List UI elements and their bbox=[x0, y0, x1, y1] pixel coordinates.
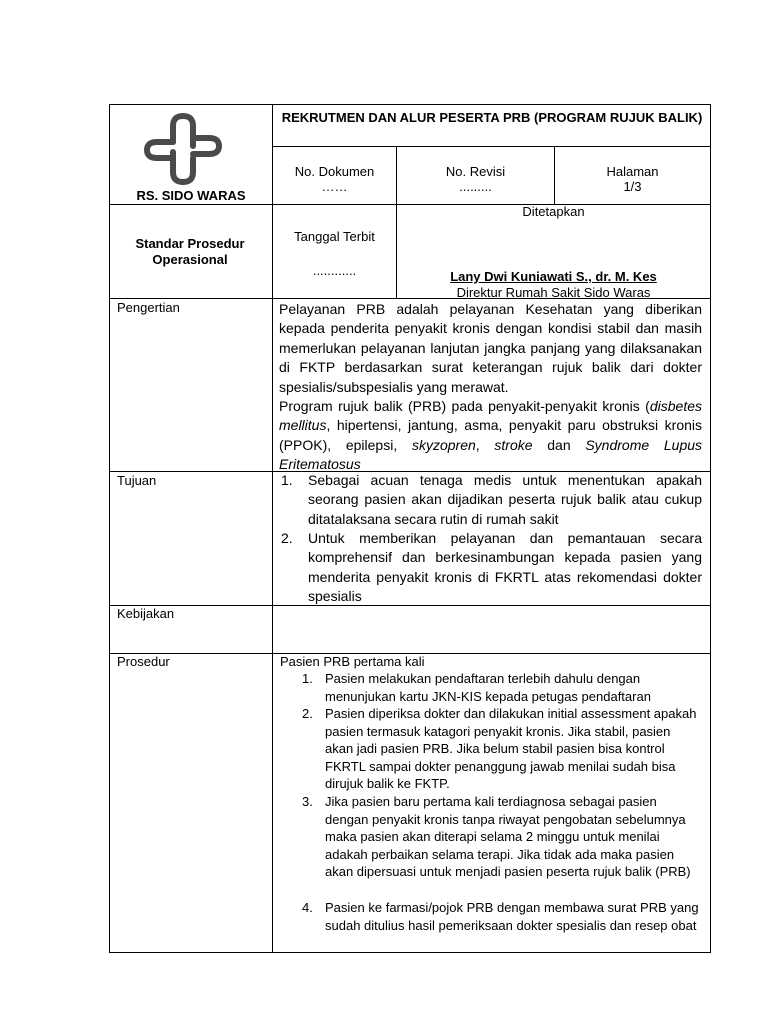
signatory-title: Direktur Rumah Sakit Sido Waras bbox=[456, 285, 651, 300]
tujuan-item-2-text: Untuk memberikan pelayanan dan pemantauan secara komprehensif dan berkesinambungan kepada pasien yang menderita penyakit kronis di FKRTL atas rekomendasi dokter spesialis bbox=[308, 530, 702, 605]
prosedur-item-2-num: 2. bbox=[302, 706, 313, 721]
p2-italic-lupus: Syndrome Lupus Eritematosus bbox=[279, 436, 703, 473]
p2-text-g: dan bbox=[532, 436, 586, 453]
tujuan-item-1-num: 1. bbox=[281, 472, 293, 488]
pengertian-paragraph-2 bbox=[279, 397, 702, 475]
document-title: REKRUTMEN DAN ALUR PESERTA PRB (PROGRAM RUJUK BALIK) bbox=[281, 110, 703, 125]
prosedur-intro: Pasien PRB pertama kali bbox=[280, 654, 425, 669]
prosedur-item-2 bbox=[302, 705, 700, 793]
hospital-logo-icon bbox=[143, 112, 225, 186]
p2-text-e: , bbox=[475, 436, 495, 453]
prosedur-item-2-text: Pasien diperiksa dokter dan dilakukan initial assessment apakah pasien termasuk katagori penyakit kronis. Jika stabil, pasien akan jadi pasien PRB. Jika belum stabil pasien bisa kontrol FKRTL sampai dokter penanggung jawab menilai sudah bisa dirujuk balik ke FKTP. bbox=[325, 706, 697, 792]
p2-text-c: , hipertensi, jantung, asma, penyakit paru obstruksi kronis (PPOK), epilepsi, bbox=[279, 417, 702, 453]
revision-label: No. Revisi bbox=[445, 164, 506, 179]
sop-label: Standar Prosedur Operasional bbox=[135, 236, 245, 267]
prosedur-item-4-num: 4. bbox=[302, 900, 313, 915]
pengertian-body bbox=[279, 300, 702, 475]
doc-no-value: …… bbox=[321, 179, 348, 194]
prosedur-item-3 bbox=[302, 793, 700, 881]
p2-italic-diabetes: disbetes mellitus bbox=[279, 398, 702, 434]
tujuan-item-2 bbox=[281, 529, 702, 607]
established-label: Ditetapkan bbox=[522, 204, 585, 219]
hospital-name: RS. SIDO WARAS bbox=[136, 188, 246, 203]
issue-date-label: Tanggal Terbit bbox=[294, 229, 375, 244]
hospital-logo bbox=[143, 112, 225, 186]
page-label: Halaman bbox=[606, 164, 659, 179]
p2-italic-skyzopren: skyzopren bbox=[411, 436, 476, 453]
signatory-name: Lany Dwi Kuniawati S., dr. M. Kes bbox=[450, 269, 657, 284]
tujuan-item-1-text: Sebagai acuan tenaga medis untuk menentukan apakah seorang pasien akan dijadikan peserta rujuk balik atau cukup ditatalaksana secara rutin di rumah sakit bbox=[308, 472, 702, 527]
prosedur-item-3-num: 3. bbox=[302, 794, 313, 809]
page-value: 1/3 bbox=[623, 179, 642, 194]
tujuan-item-1 bbox=[281, 471, 702, 529]
prosedur-label: Prosedur bbox=[117, 654, 170, 669]
prosedur-item-4-text: Pasien ke farmasi/pojok PRB dengan membawa surat PRB yang sudah ditulius hasil pemeriksaan dokter spesialis dan resep obat bbox=[325, 900, 699, 933]
pengertian-paragraph-1: Pelayanan PRB adalah pelayanan Kesehatan yang diberikan kepada penderita penyakit kronis dengan kondisi stabil dan masih memerlukan pelayanan lanjutan jangka panjang yang dilaksanakan di FKTP berdasarkan surat keterangan rujuk balik dari dokter spesialis/subspesialis yang merawat. bbox=[279, 301, 702, 395]
prosedur-item-1 bbox=[302, 670, 700, 705]
tujuan-item-2-num: 2. bbox=[281, 530, 293, 546]
prosedur-item-4 bbox=[302, 899, 700, 934]
pengertian-label: Pengertian bbox=[117, 300, 180, 315]
prosedur-item-1-num: 1. bbox=[302, 671, 313, 686]
tujuan-label: Tujuan bbox=[117, 473, 157, 488]
kebijakan-label: Kebijakan bbox=[117, 606, 175, 621]
prosedur-item-3-text: Jika pasien baru pertama kali terdiagnosa sebagai pasien dengan penyakit kronis tanpa riwayat pengobatan sebelumnya maka pasien akan diterapi selama 2 minggu untuk menilai adakah perbaikan selama terapi. Jika tidak ada maka pasien akan dipersuasi untuk menjadi pasien peserta rujuk balik (PRB) bbox=[325, 794, 691, 880]
doc-no-label: No. Dokumen bbox=[294, 164, 375, 179]
prosedur-item-1-text: Pasien melakukan pendaftaran terlebih dahulu dengan menunjukan kartu JKN-KIS kepada petugas pendaftaran bbox=[325, 671, 651, 704]
p2-text-a: Program rujuk balik (PRB) pada penyakit-penyakit kronis ( bbox=[279, 398, 650, 415]
p2-italic-stroke: stroke bbox=[494, 436, 533, 453]
issue-date-value: ............ bbox=[312, 263, 357, 278]
revision-value: ......... bbox=[459, 179, 492, 194]
